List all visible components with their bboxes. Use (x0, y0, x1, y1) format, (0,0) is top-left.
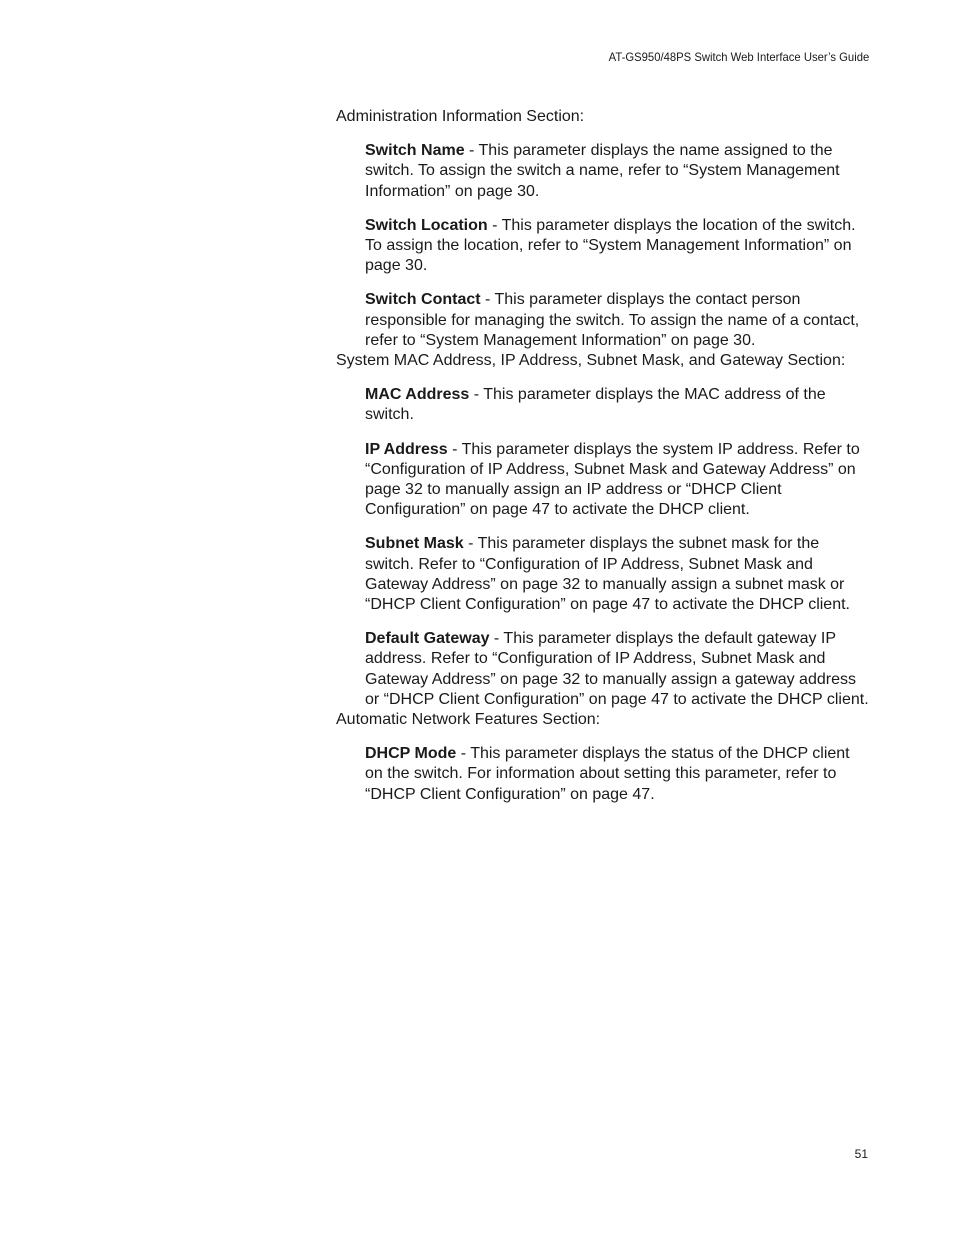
param-description: - This parameter displays the location of the switch. To assign the location, refer to “System Management Information” on page 30. (365, 216, 856, 275)
section-automatic-network-features (336, 710, 876, 805)
param-description: - This parameter displays the status of the DHCP client on the switch. For information about setting this parameter, refer to “DHCP Client Configuration” on page 47. (365, 745, 850, 803)
param-term: Switch Location (365, 216, 488, 234)
param-description: - This parameter displays the system IP address. Refer to “Configuration of IP Address, Subnet Mask and Gateway Address” on page 32 to manually assign an IP address or “DHCP Client Configuration” on page 47 to activate the DHCP client. (365, 440, 860, 519)
document-body (336, 107, 876, 805)
param-term: Switch Contact (365, 291, 481, 309)
param-description: - This parameter displays the subnet mask for the switch. Refer to “Configuration of IP Address, Subnet Mask and Gateway Address” on page 32 to manually assign a subnet mask or “DHCP Client Configuration” on page 47 to activate the DHCP client. (365, 535, 850, 614)
param-switch-contact (365, 290, 870, 351)
param-description: - This parameter displays the contact person responsible for managing the switch. To assign the name of a contact, refer to “System Management Information” on page 30. (365, 291, 860, 349)
section-mac-ip-subnet-gateway (336, 351, 876, 710)
param-term: Switch Name (365, 142, 465, 160)
param-ip-address (365, 440, 870, 521)
param-default-gateway (365, 629, 870, 710)
param-term: DHCP Mode (365, 745, 457, 763)
param-switch-location (365, 216, 870, 277)
param-subnet-mask (365, 534, 870, 615)
section-heading: System MAC Address, IP Address, Subnet Mask, and Gateway Section: (336, 352, 846, 370)
param-term: IP Address (365, 440, 448, 458)
section-heading: Administration Information Section: (336, 108, 585, 125)
section-administration-information (336, 107, 876, 351)
param-description: - This parameter displays the MAC address of the switch. (365, 386, 826, 424)
param-term: Default Gateway (365, 630, 490, 648)
param-dhcp-mode (365, 744, 870, 805)
param-description: - This parameter displays the default gateway IP address. Refer to “Configuration of IP Address, Subnet Mask and Gateway Address” on page 32 to manually assign a gateway address or “DHCP Client Configuration” on page 47 to activate the DHCP client. (365, 630, 869, 708)
running-header: AT-GS950/48PS Switch Web Interface User’s Guide (608, 50, 869, 64)
param-term: Subnet Mask (365, 535, 464, 553)
param-description: - This parameter displays the name assigned to the switch. To assign the switch a name, refer to “System Management Information” on page 30. (365, 142, 840, 200)
section-heading: Automatic Network Features Section: (336, 711, 601, 729)
page-number: 51 (854, 1147, 868, 1161)
param-mac-address (365, 385, 870, 425)
param-switch-name (365, 141, 870, 202)
param-term: MAC Address (365, 386, 470, 404)
